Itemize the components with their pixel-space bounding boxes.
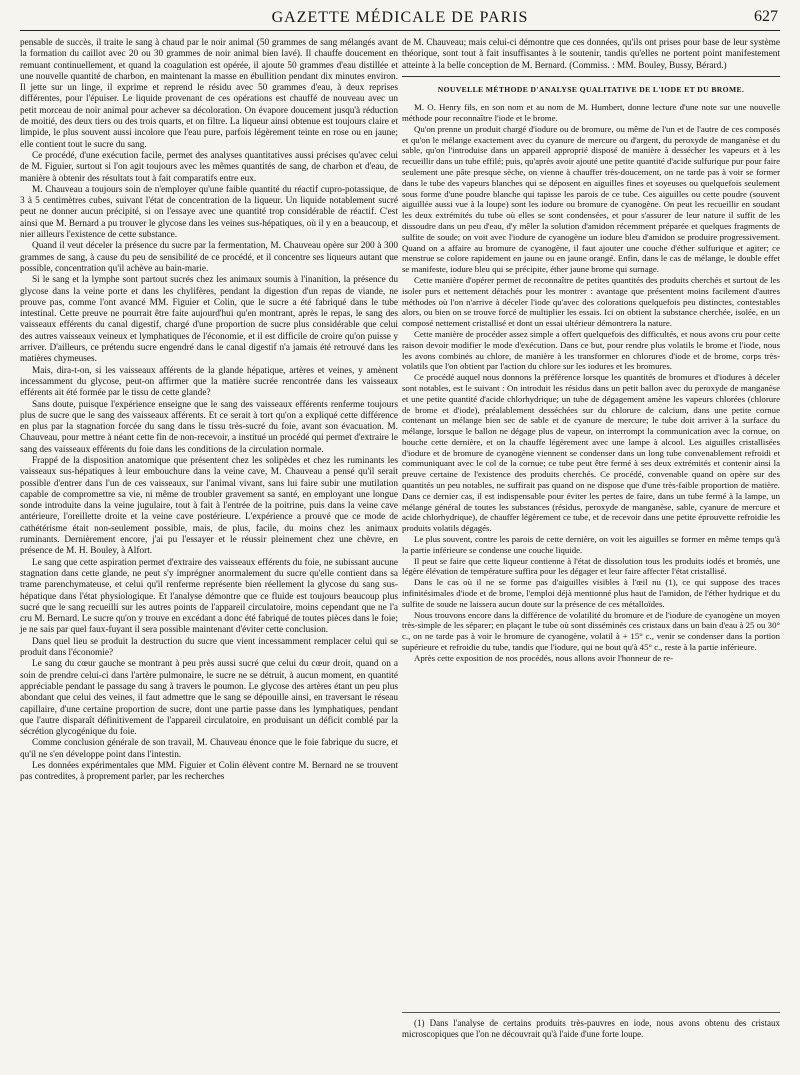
section-title: NOUVELLE MÉTHODE D'ANALYSE QUALITATIVE DE L'IODE ET DU BROME. bbox=[437, 84, 745, 94]
paragraph: Dans quel lieu se produit la destruction du sucre que vient incessamment remplacer celui qui se produit dans l'économie? bbox=[20, 636, 398, 659]
paragraph: Il peut se faire que cette liqueur contienne à l'état de dissolution tous les produits iodés et bromés, une légère élévation de température suffira pour les dégager et leur faire affecter l'état cristallisé. bbox=[402, 555, 780, 577]
paragraph: Sans doute, puisque l'expérience enseigne que le sang des vaisseaux efférents renferme toujours plus de sucre que le sang des vaisseaux afférents. Et ce serait à tort qu'on a expliqué cette différence en plus par la stagnation forcée du sang dans le tissu très-sucré du foie, avant son évacuation. M. Chauveau, pour mettre à néant cette fin de non-recevoir, a institué un procédé qui permet d'extraire le sang des vaisseaux efférents du foie dans les conditions de la circulation normale. bbox=[20, 399, 398, 455]
footnote-text: (1) Dans l'analyse de certains produits très-pauvres en iode, nous avons obtenu des cristaux microscopiques que l'on ne découvrait qu'à l'aide d'une forte loupe. bbox=[402, 1018, 780, 1039]
paragraph: Le plus souvent, contre les parois de cette dernière, on voit les aiguilles se former en même temps qu'à la partie inférieure se condense une couche liquide. bbox=[402, 534, 780, 555]
paragraph: Frappé de la disposition anatomique que présentent chez les solipèdes et chez les ruminants les vaisseaux sus-hépatiques à leur embouchure dans la veine cave, M. Chauveau a pensé qu'il serait possible d'entrer dans l'un de ces vaisseaux, sur l'animal vivant, sans lui faire subir une mutilation capable de compromettre sa vie, ni même de troubler gravement sa santé, en employant une longue sonde introduite dans la veine jugulaire, tout à fait à l'entrée de la poitrine, puis dans la veine cave antérieure, l'oreillette droite et la veine cave postérieure. L'expérience a prouvé que ce mode de cathétérisme était non-seulement possible, mais, de plus, facile, du moins chez les animaux ruminants. Dernièrement encore, j'ai pu l'essayer et le réussir pleinement chez une chèvre, en présence de M. H. Bouley, à Alfort. bbox=[20, 455, 398, 557]
paragraph: Le sang que cette aspiration permet d'extraire des vaisseaux efférents du foie, ne subissant aucune stagnation dans cette glande, ne peut s'y imprégner anormalement du sucre qu'elle contient dans sa trame parenchymateuse, et celui qu'il renferme représente bien réellement la glycose du sang sus-hépatique dans l'état physiologique. Et l'analyse démontre que ce fluide est toujours beaucoup plus sucré que le sang recueilli sur les autres points de l'appareil circulatoire, moins cependant que ne l'a cru M. Bernard. Le sucre qu'on y trouve en excédant a donc été fabriqué de toutes pièces dans le foie; je ne sais par quel faux-fuyant il sera possible maintenant d'éviter cette conclusion. bbox=[20, 557, 398, 636]
paragraph: Nous trouvons encore dans la différence de volatilité du bromure et de l'iodure de cyanogène un moyen très-simple de les séparer; en plaçant le tube où sont disséminés ces cristaux dans un bain d'eau à 25 ou 30° c., on ne tarde pas à voir le bromure de cyanogène, volatil à + 15° c., venir se condenser dans la portion supérieure et refroidie du tube, tandis que l'iodure, qui ne bout qu'à 45° c., reste à la partie inférieure. bbox=[402, 609, 780, 653]
paragraph: Dans le cas où il ne se forme pas d'aiguilles visibles à l'œil nu (1), ce qui suppose des traces infinitésimales d'iode et de brome, l'emploi déjà mentionné plus haut de l'amidon, de l'éther hydrique et du sulfite de soude ne laissera aucun doute sur la présence de ces métalloïdes. bbox=[402, 577, 780, 609]
journal-title: GAZETTE MÉDICALE DE PARIS bbox=[271, 9, 529, 26]
page-header bbox=[20, 8, 780, 31]
right-column bbox=[402, 38, 780, 664]
paragraph: M. Chauveau a toujours soin de n'employer qu'une faible quantité du réactif cupro-potassique, de 3 à 5 centimètres cubes, suivant l'état de concentration de la liqueur. Un liquide notablement sucré peut ne donner aucun précipité, si on l'essaye avec une quantité trop considérable de réactif. C'est ainsi que M. Bernard a pu trouver le glycose dans les veines sus-hépatiques, où il y en a beaucoup, et nier ailleurs l'existence de cette substance. bbox=[20, 184, 398, 241]
paragraph: Le sang du cœur gauche se montrant à peu près aussi sucré que celui du cœur droit, quand on a soin de prendre celui-ci dans l'artère pulmonaire, le sucre ne se détruit, à aucun moment, en quantité appréciable pendant le passage du sang à travers le poumon. Le glycose des artères étant un peu plus abondant que celui des veines, il faut admettre que le sang se dépouille ainsi, en traversant le réseau capillaire, d'une certaine proportion de sucre, dont une partie passe dans les lymphatiques, pendant que l'autre disparaît définitivement de l'appareil circulatoire, en produisant un déficit comblé par la sécrétion glycogénique du foie. bbox=[20, 659, 398, 738]
paragraph: Après cette exposition de nos procédés, nous allons avoir l'honneur de re- bbox=[414, 652, 674, 663]
paragraph: pensable de succès, il traite le sang à chaud par le noir animal (50 grammes de sang mélangés avant la formation du caillot avec 20 ou 30 grammes de noir animal bien lavé). Il chauffe doucement en remuant continuellement, et quand la coagulation est opérée, il ajoute 50 grammes d'eau distillée et une nouvelle quantité de charbon, en maintenant la masse en ébullition pendant dix minutes environ. Il jette sur un linge, il exprime et reprend le résidu avec 50 grammes d'eau, à deux reprises différentes, pour l'épuiser. Le liquide provenant de ces opérations est chauffé de nouveau avec un petit morceau de noir animal pour achever sa décoloration. On évapore doucement jusqu'à réduction de moitié, des deux tiers ou des trois quarts, et on filtre. La liqueur ainsi obtenue est toujours claire et limpide, le plus souvent aussi incolore que l'eau pure, parfois légèrement teinte en rose ou en jaune; elle contient tout le sucre du sang. bbox=[20, 38, 398, 150]
paragraph: Cette manière de procéder assez simple a offert quelquefois des difficultés, et nous avons cru pour cette raison devoir modifier le mode d'exécution. Dans ce but, pour rendre plus volatils le brome et l'iode, nous les avons combinés au chlore, de manière à les transformer en chlorures d'iode et de brome, corps très-volatils que l'on obtient par l'action du chlore sur les iodures et les bromures. bbox=[402, 328, 780, 372]
paragraph: Ce procédé, d'une exécution facile, permet des analyses quantitatives aussi précises qu'avec celui de M. Figuier, surtout si l'on agit toujours avec les mêmes quantités de sang, de charbon et d'eau, de manière à obtenir des résultats tout à fait comparatifs entre eux. bbox=[20, 150, 398, 184]
paragraph: Quand il veut déceler la présence du sucre par la fermentation, M. Chauveau opère sur 200 à 300 grammes de sang, à cause du peu de sensibilité de ce procédé, et il concentre ses liqueurs autant que possible, concentration qu'il achève au bain-marie. bbox=[20, 241, 398, 274]
paragraph: M. O. Henry fils, en son nom et au nom de M. Humbert, donne lecture d'une note sur une nouvelle méthode pour reconnaître l'iode et le brome. bbox=[402, 102, 780, 123]
paragraph: Mais, dira-t-on, si les vaisseaux afférents de la glande hépatique, artères et veines, y amènent incessamment du glycose, peut-on affirmer que la matière sucrée rencontrée dans les vaisseaux efférents ait été formée par le tissu de cette glande? bbox=[20, 365, 398, 399]
footnote bbox=[402, 1012, 780, 1040]
paragraph: Cette manière d'opérer permet de reconnaître de petites quantités des produits cherchés et surtout de les isoler purs et nettement détachés pour les montrer : avantage que présentent moins facilement d'autres méthodes où l'on n'arrive à déceler l'iode qu'avec des colorations quelquefois peu distinctes, contestables alors, ou bien on se trouve forcé de multiplier les essais. Ici on obtient la substance cherchée, isolée, en un composé nettement cristallisé et dont un essai ultérieur démontrera la nature. bbox=[402, 274, 780, 329]
left-column bbox=[20, 38, 398, 784]
paragraph: Qu'on prenne un produit chargé d'iodure ou de bromure, ou même de l'un et de l'autre de ces composés et qu'on le mélange exactement avec du cyanure de mercure ou d'argent, du peroxyde de manganèse et du sable, qu'on l'introduise dans un appareil approprié disposé de manière à dessécher les vapeurs et à les recueillir dans un tube effilé; puis, qu'après avoir ajouté une petite quantité d'acide sulfurique pur pour faire seulement une pâte presque sèche, on vienne à chauffer très-doucement, on ne tarde pas à voir se former dans le tube des vapeurs blanches qui se déposent en aiguilles fines et soyeuses ou quelquefois seulement sous forme d'une poudre blanche qui tapisse les parois de ce tube. Ces aiguilles ou cette poudre (souvent aiguillée aussi vue à la loupe) sont les iodure ou bromure de cyanogène. On peut les recueillir en soudant les deux extrémités du tube où elles se sont condensées, et pour s'assurer de leur nature il suffit de les dissoudre dans un peu d'eau, d'y mêler la solution d'amidon récemment préparée et quelques fragments de sulfite de soude; on voit avec l'iodure de cyanogène un iodure bleu d'amidon se produire progressivement. Quand on a affaire au bromure de cyanogène, il faut ajouter une couche d'éther sulfurique et agiter; ce menstrue se colore rapidement en jaune ou en jaune orangé. Enfin, dans le cas de mélange, le double effet se manifeste, iodure bleu qui se précipite, éther jaune brome qui surnage. bbox=[402, 123, 780, 275]
section-divider bbox=[402, 76, 780, 77]
paragraph: Si le sang et la lymphe sont partout sucrés chez les animaux soumis à l'inanition, la présence du glycose dans la veine porte et dans les chylifères, pendant la digestion d'un repas de viande, ne prouve pas, comme l'ont avancé MM. Figuier et Colin, que le sucre a été fabriqué dans le tube intestinal. Cette preuve ne pourrait être faite aujourd'hui qu'en montrant, après le repas, le sang des vaisseaux efférents du canal digestif, chargé d'une proportion de sucre plus considérable que celui des autres vaisseaux veineux et lymphatiques de l'économie, et il est difficile de croire qu'on puisse y arriver. D'ailleurs, ce prétendu sucre engendré dans le canal digestif n'a jamais été retrouvé dans les matières chymeuses. bbox=[20, 275, 398, 365]
paragraph: Comme conclusion générale de son travail, M. Chauveau énonce que le foie fabrique du sucre, et qu'il ne s'en développe point dans l'intestin. bbox=[20, 738, 398, 760]
paragraph: Ce procédé auquel nous donnons la préférence lorsque les quantités de bromures et d'iodures à déceler sont notables, est le suivant : On introduit les résidus dans un petit ballon avec du peroxyde de manganèse et une petite quantité d'acide chlorhydrique; un tube de dégagement amène les vapeurs chlorées (chlorure de brome et d'iode), préalablement desséchées sur du chlorure de calcium, dans une petite cornue contenant un mélange bien sec de sable et de cyanure de mercure; le tube doit arriver à la surface du mélange, lorsque le ballon ne dégage plus de vapeur, on interrompt la communication avec la cornue, on bouche cette dernière, et on la chauffe légèrement avec une lampe à alcool. Les aiguilles cristallisées d'iodure et de bromure de cyanogène viennent se condenser dans un long tube convenablement refroidi et communiquant avec le col de la cornue; ce tube peut être fermé à ses deux extrémités et contenir ainsi la preuve certaine de l'existence des produits cherchés. Ce procédé, convenable quand on opère sur des quantités un peu notables, ne suffirait pas quand on ne dispose que d'une très-faible proportion de matière. Dans ce dernier cas, il est indispensable pour éviter les pertes de faire, dans un tube fermé à la lampe, un mélange général de toutes les substances (résidus, peroxyde de manganèse, sable, cyanure de mercure et acide chlorhydrique), de chauffer légèrement ce tube, et de recevoir dans une petite éprouvette refroidie les produits volatils dégagés. bbox=[402, 372, 780, 534]
paragraph: Les données expérimentales que MM. Figuier et Colin élèvent contre M. Bernard ne se trouvent pas contredites, à proprement parler, par les recherches bbox=[20, 761, 398, 783]
paragraph-continued: de M. Chauveau; mais celui-ci démontre que ces données, qu'ils ont prises pour base de leur système théorique, sont tout à fait insuffisantes à le soutenir, tandis qu'elles ne portent point manifestement atteinte à la belle conception de M. Bernard. (Commiss. : MM. Bouley, Bussy, Bérard.) bbox=[402, 38, 780, 71]
page-number: 627 bbox=[754, 8, 778, 25]
